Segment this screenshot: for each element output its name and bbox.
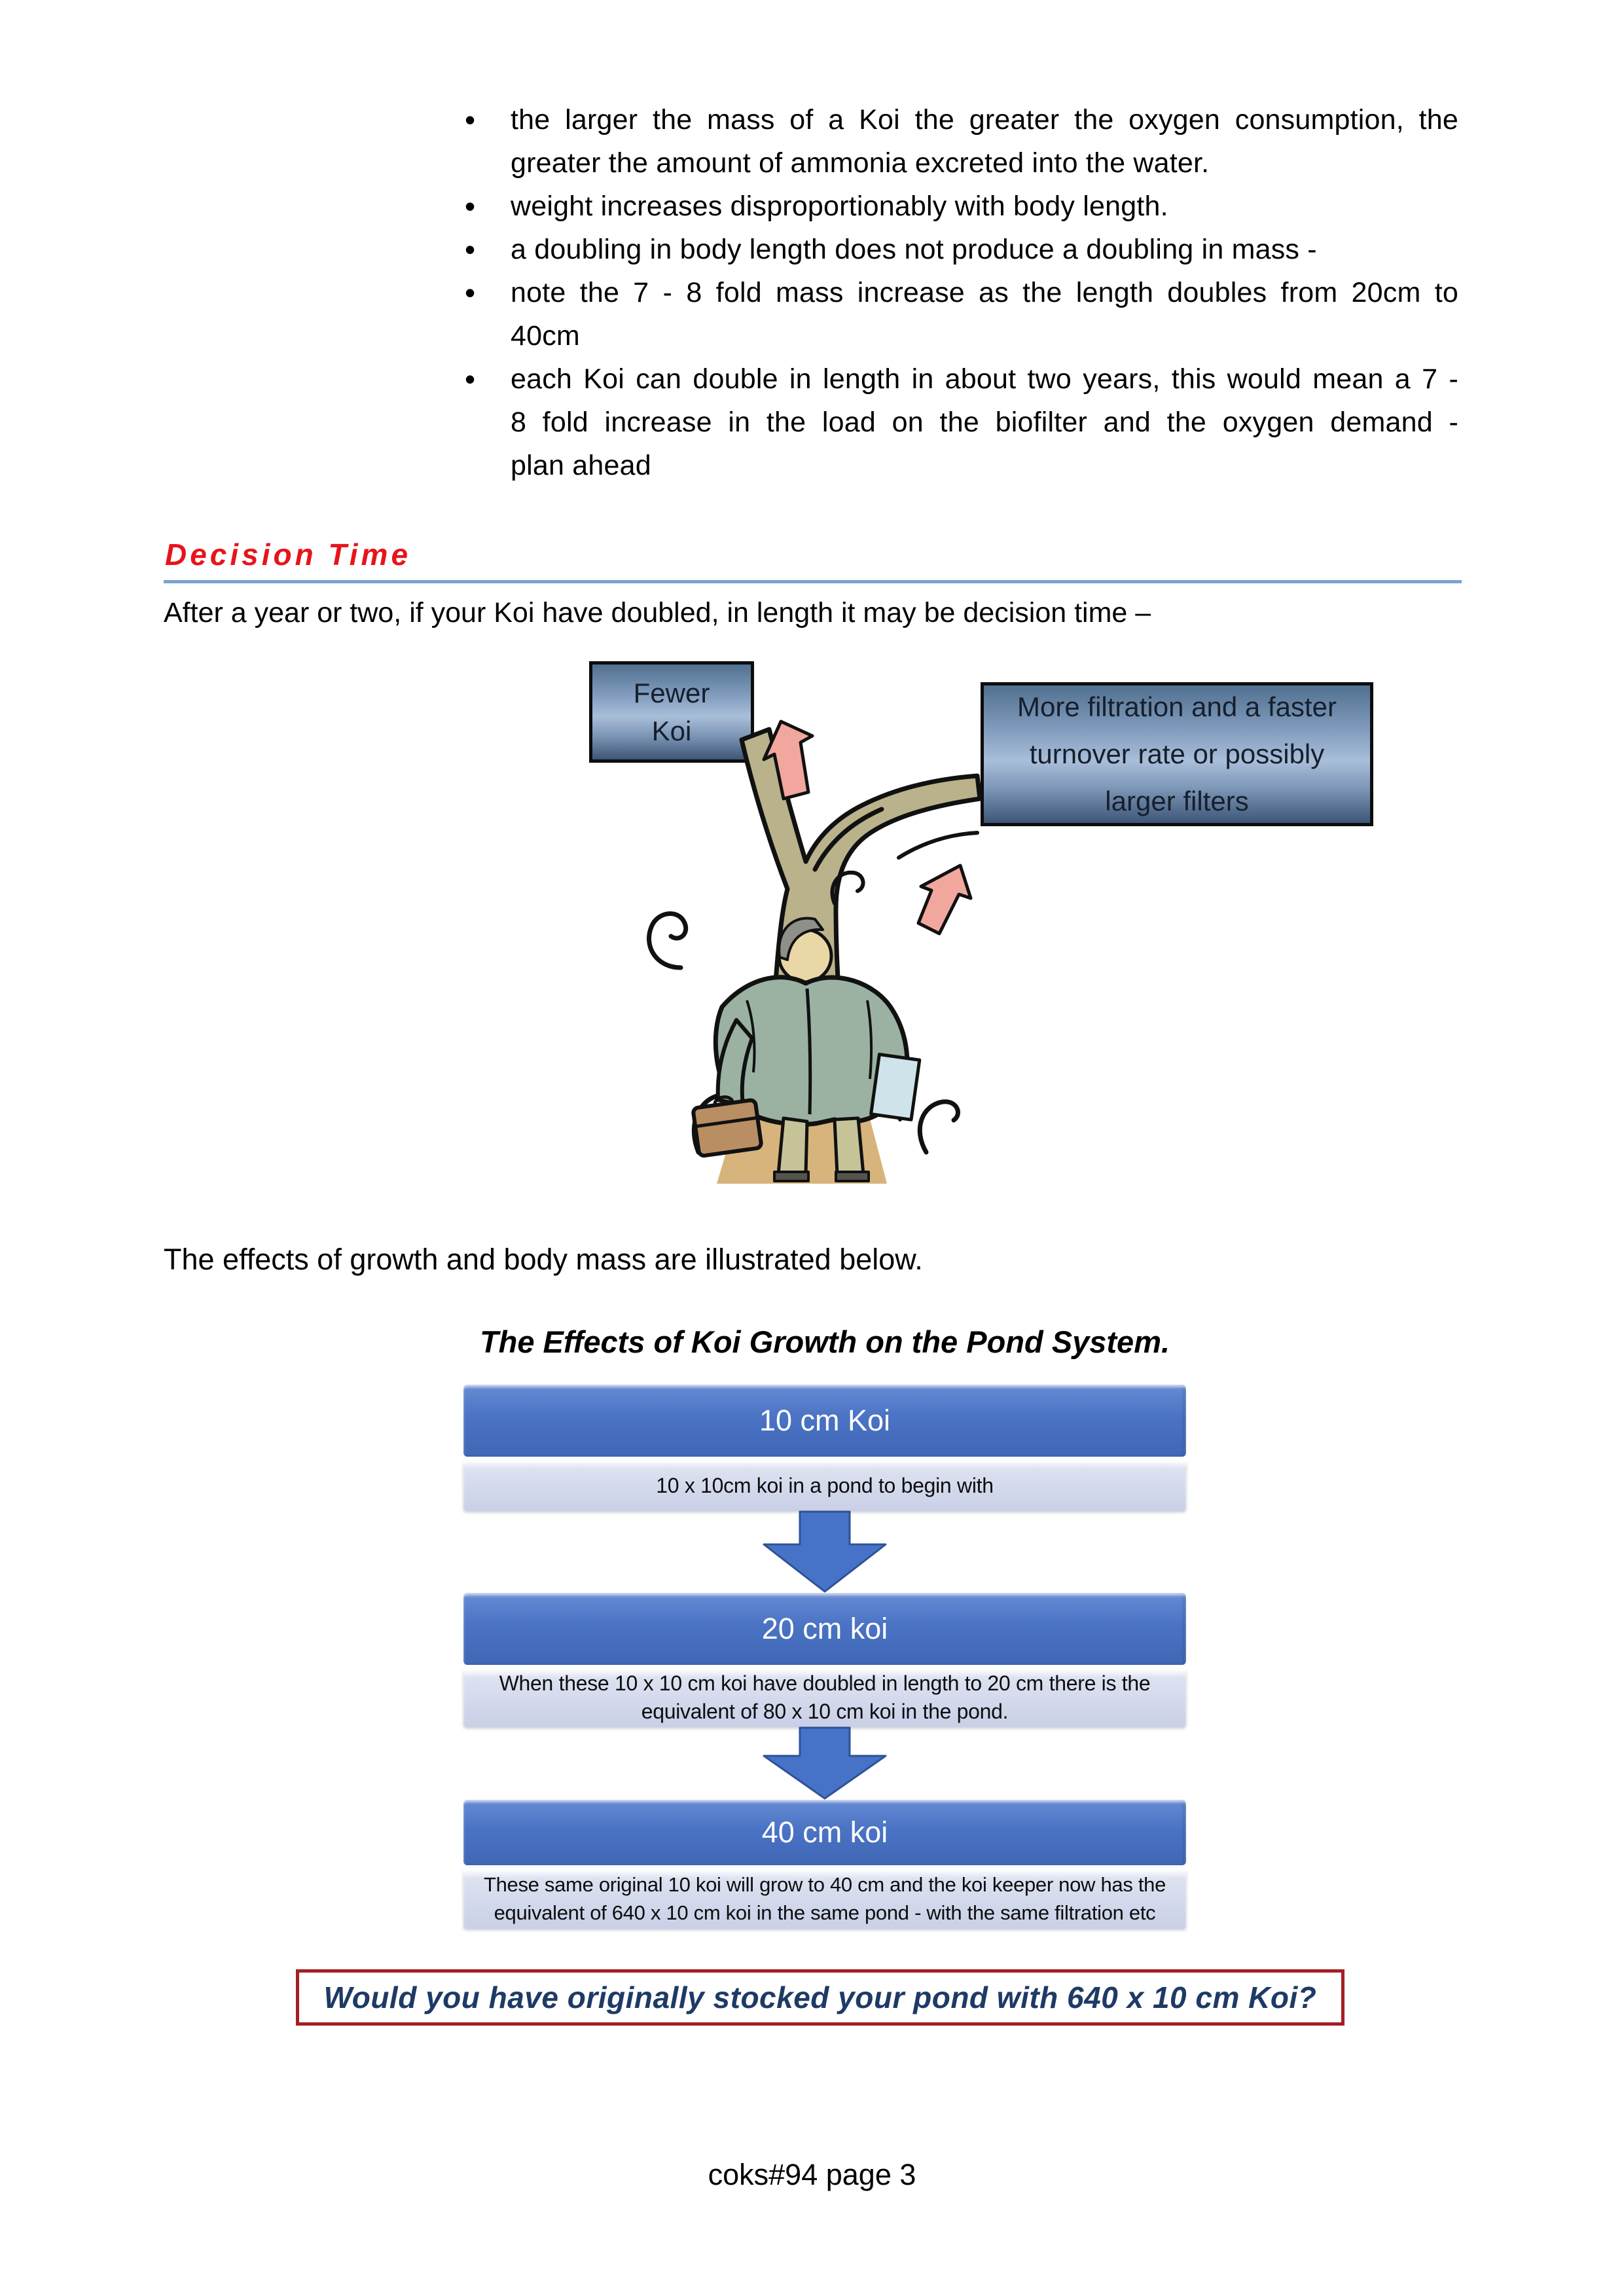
- down-arrow-icon: [463, 1510, 1186, 1593]
- bullet-text: • weight increases disproportionably with body length.: [511, 191, 1168, 222]
- list-item: [511, 357, 1458, 487]
- flowchart-title: The Effects of Koi Growth on the Pond System.: [479, 1324, 1170, 1359]
- list-item: [511, 271, 1458, 357]
- koi-facts-bullet-list: [511, 98, 1458, 487]
- flow-step-detail-20cm: [463, 1669, 1186, 1726]
- list-item: [511, 185, 1458, 228]
- section-heading-decision-time: Decision Time: [165, 538, 412, 572]
- heading-underline-rule: [164, 580, 1462, 583]
- effects-intro-text: The effects of growth and body mass are illustrated below.: [164, 1243, 923, 1276]
- bullet-text: plan ahead: [511, 450, 651, 481]
- flow-step-header-40cm: [463, 1800, 1186, 1865]
- fork-in-road-clipart: [619, 693, 985, 1184]
- flow-step-header-label: 40 cm koi: [761, 1815, 888, 1849]
- bullet-text: 40cm: [511, 320, 580, 352]
- stocking-question-box: [296, 1969, 1344, 2026]
- stocking-question-text: Would you have originally stocked your pond with 640 x 10 cm Koi?: [323, 1980, 1317, 2014]
- bullet-text: • a doubling in body length does not produce a doubling in mass -: [511, 234, 1317, 265]
- decision-intro-text: After a year or two, if your Koi have doubled, in length it may be decision time –: [164, 597, 1151, 629]
- flow-step-detail-line: These same original 10 koi will grow to 40 cm and the koi keeper now has the: [483, 1873, 1166, 1896]
- person-figure: [692, 918, 920, 1181]
- option-box-more-filtration: [981, 682, 1373, 826]
- flow-step-detail-line: equivalent of 80 x 10 cm koi in the pond.: [641, 1700, 1009, 1723]
- flow-step-detail-40cm: [463, 1869, 1186, 1928]
- page-footer: coks#94 page 3: [708, 2158, 916, 2191]
- option-box-label: More filtration and a faster turnover rate or possibly larger filters: [1017, 691, 1337, 816]
- koi-growth-flowchart: [463, 1385, 1186, 1928]
- bullet-text: 8 fold increase in the load on the biofilter and the oxygen demand -: [511, 407, 1458, 438]
- bullet-text: greater the amount of ammonia excreted into the water.: [511, 147, 1210, 179]
- flow-step-detail-10cm: [463, 1461, 1186, 1510]
- flow-step-header-label: 10 cm Koi: [759, 1404, 891, 1437]
- option-box-label: Fewer Koi: [633, 677, 710, 746]
- bullet-text: • the larger the mass of a Koi the greater the oxygen consumption, the: [511, 104, 1458, 136]
- down-arrow-icon: [463, 1726, 1186, 1800]
- fork-in-road-illustration: [619, 693, 985, 1184]
- list-item: [511, 98, 1458, 185]
- bullet-text: • each Koi can double in length in about two years, this would mean a 7 -: [511, 363, 1458, 395]
- flow-step-detail-line: When these 10 x 10 cm koi have doubled in length to 20 cm there is the: [499, 1671, 1151, 1695]
- flow-step-header-label: 20 cm koi: [761, 1612, 888, 1645]
- flow-step-header-20cm: [463, 1593, 1186, 1665]
- flow-step-detail-line: 10 x 10cm koi in a pond to begin with: [656, 1473, 994, 1497]
- flow-step-detail-line: equivalent of 640 x 10 cm koi in the same pond - with the same filtration etc: [494, 1901, 1156, 1924]
- list-item: [511, 228, 1458, 271]
- flow-step-header-10cm: [463, 1385, 1186, 1457]
- bullet-text: • note the 7 - 8 fold mass increase as the length doubles from 20cm to: [511, 277, 1458, 308]
